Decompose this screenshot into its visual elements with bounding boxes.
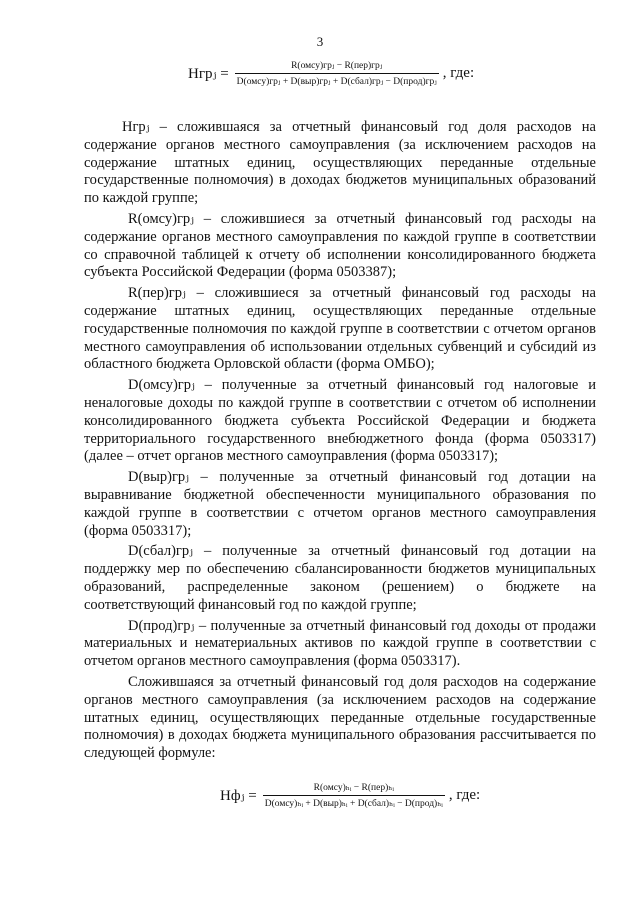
formula-numerator: R(омсу)грⱼ − R(пер)грⱼ — [291, 61, 383, 71]
formula-share-municipality — [220, 782, 480, 809]
formula-fraction — [263, 782, 445, 809]
formula-tail: , где: — [448, 787, 481, 803]
formula-denominator: D(омсу)ₕᵢ + D(выр)ₕᵢ + D(сбал)ₕᵢ − D(прод)ₕᵢ — [263, 795, 445, 809]
formula-lhs: Нфⱼ = — [220, 788, 257, 804]
paragraph: R(пер)грⱼ – сложившиеся за отчетный финансовый год расходы на содержание штатных единиц, осуществляющих переданные отдельные государственные полномочия по каждой группе в соответствии с отчетом органов местного самоуправления об использовании отдельных субвенций и субсидий из областного бюджета Орловской области (форма ОМБО); — [84, 285, 596, 373]
paragraph: Нгрⱼ – сложившаяся за отчетный финансовый год доля расходов на содержание органов местного самоуправления (за исключением расходов на содержание штатных единиц, осуществляющих переданные отдельные государственные полномочия) в доходах бюджетов муниципальных образований по каждой группе; — [84, 119, 596, 207]
paragraph: D(сбал)грⱼ – полученные за отчетный финансовый год дотации на поддержку мер по обеспечению сбалансированности бюджетов муниципальных образований, распределенные законом (решением) о бюджете на соответствующий финансовый год по каждой группе; — [84, 543, 596, 613]
formula-fraction — [235, 60, 439, 87]
formula-denominator: D(омсу)грⱼ + D(выр)грⱼ + D(сбал)грⱼ − D(прод)грⱼ — [235, 73, 439, 87]
paragraph: R(омсу)грⱼ – сложившиеся за отчетный финансовый год расходы на содержание органов местного самоуправления по каждой группе в соответствии со справочной таблицей к отчету об исполнении консолидированного бюджета субъекта Российской Федерации (форма 0503387); — [84, 210, 596, 281]
paragraph: D(омсу)грⱼ – полученные за отчетный финансовый год налоговые и неналоговые доходы по каждой группе в соответствии с отчетом об исполнении консолидированного бюджета субъекта Российской Федерации и бюджета территориального государственного внебюджетного фонда (форма 0503317) (далее – отчет органов местного самоуправления (форма 0503317); — [84, 377, 596, 465]
paragraph: Сложившаяся за отчетный финансовый год доля расходов на содержание органов местного самоуправления (за исключением расходов на содержание штатных единиц, осуществляющих переданные отдельные государственные полномочия) в доходах бюджета муниципального образования рассчитывается по следующей формуле: — [84, 673, 596, 762]
body-text — [84, 119, 596, 766]
page-number: 3 — [316, 34, 324, 49]
paragraph: D(выр)грⱼ – полученные за отчетный финансовый год дотации на выравнивание бюджетной обеспеченности муниципального образования по каждой группе в соответствии с отчетом органов местного самоуправления (форма 0503317); — [84, 469, 596, 539]
formula-lhs: Нгрⱼ = — [188, 66, 229, 82]
formula-numerator: R(омсу)ₕᵢ − R(пер)ₕᵢ — [313, 783, 394, 793]
formula-tail: , где: — [442, 65, 475, 81]
paragraph: D(прод)грⱼ – полученные за отчетный финансовый год доходы от продажи материальных и нематериальных активов по каждой группе в соответствии с отчетом органов местного самоуправления (форма 0503317). — [84, 617, 596, 670]
formula-share-group — [188, 60, 474, 87]
